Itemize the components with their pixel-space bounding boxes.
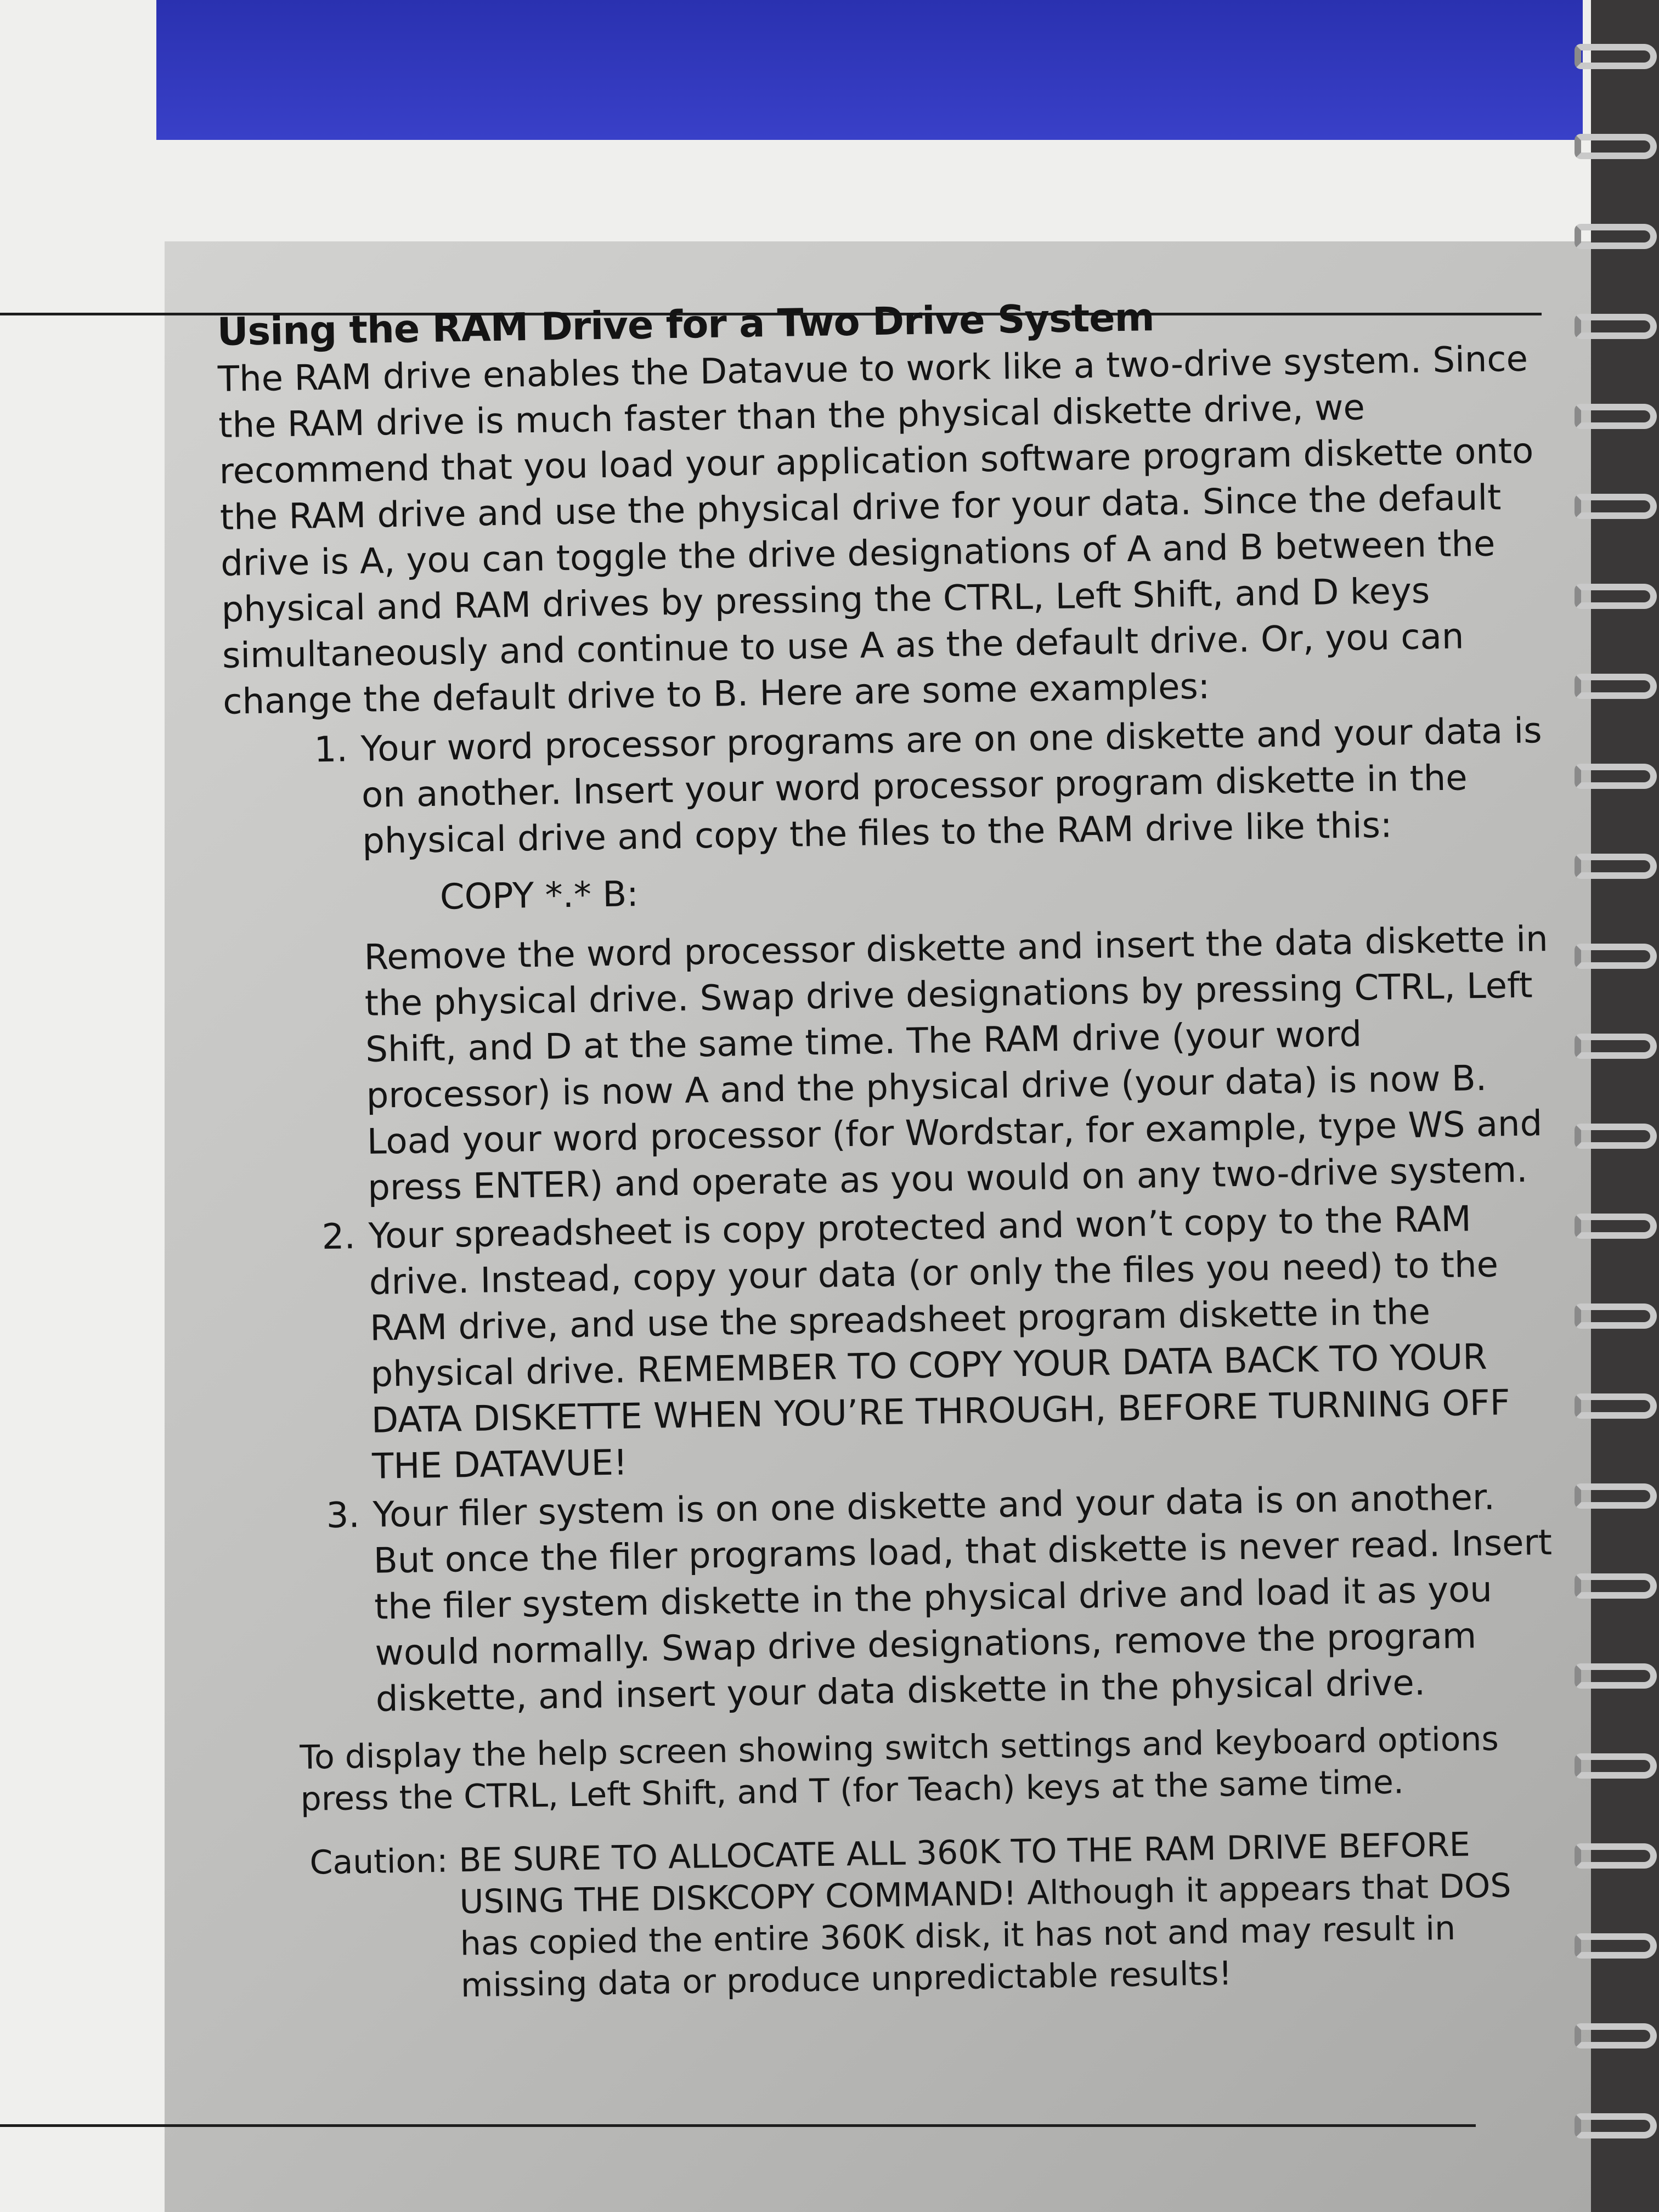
help-screen-note: To display the help screen showing switch settings and keyboard options press the CTRL, Left Shift, and T (for Teach) keys at the same time. [299,1719,1499,1819]
caution-block [309,1822,1571,2009]
spiral-coil [1575,674,1657,699]
blue-header-band [156,0,1583,140]
example-number: 1. [314,729,348,771]
spiral-binding [1575,22,1659,2212]
spiral-coil [1575,1124,1657,1149]
spiral-coil [1575,1214,1657,1239]
examples-list [223,708,1566,1725]
example-text: Your word processor programs are on one diskette and your data is on another. Insert your word processor program diskette in the physical drive and copy the files to the RAM drive like this: [360,710,1543,862]
caution-label: Caution: [309,1841,448,1882]
spiral-coil [1575,1753,1657,1779]
spiral-coil [1575,854,1657,879]
spiral-coil [1575,1843,1657,1869]
example-number: 2. [321,1216,356,1258]
spiral-coil [1575,1573,1657,1599]
spiral-coil [1575,314,1657,339]
page-content [217,286,1571,2010]
spiral-coil [1575,134,1657,159]
copy-command: COPY *.* B: [439,874,639,918]
spiral-coil [1575,404,1657,429]
example-followup: Remove the word processor diskette and insert the data diskette in the physical drive. Swap drive designations by pressing CTRL, Left Shift, and D at the same time. The RAM drive (your word processor) is now A and the physical drive (your data) is now B. Load your word processor (for Wordstar, for example, type WS and press ENTER) and operate as you would on any two-drive system. [364,919,1549,1209]
spiral-coil [1575,44,1657,69]
example-text: Your filer system is on one diskette and your data is on another. But once the filer programs load, that diskette is never read. Insert the filer system diskette in the physical drive and load it as you would normally. Swap drive designations, remove the program diskette, and insert your data diskette in the physical drive. [373,1477,1553,1720]
intro-paragraph: The RAM drive enables the Datavue to work like a two-drive system. Since the RAM drive is much faster than the physical diskette drive, we recommend that you load your application software program diskette onto the RAM drive and use the physical drive for your data. Since the default drive is A, you can toggle the drive designations of A and B between the physical and RAM drives by pressing the CTRL, Left Shift, and D keys simultaneously and continue to use A as the default drive. Or, you can change the default drive to B. Here are some examples: [217,338,1534,723]
caution-text: BE SURE TO ALLOCATE ALL 360K TO THE RAM DRIVE BEFORE USING THE DISKCOPY COMMAND! Although it appears that DOS has copied the entire 360K disk, it has not and may result in missing data or produce unpredictable results! [458,1825,1511,2005]
spiral-coil [1575,1393,1657,1419]
example-text: Your spreadsheet is copy protected and won’t copy to the RAM drive. Instead, copy your data (or only the files you need) to the RAM drive, and use the spreadsheet program diskette in the physical drive. REMEMBER TO COPY YOUR DATA BACK TO YOUR DATA DISKETTE WHEN YOU’RE THROUGH, BEFORE TURNING OFF THE DATAVUE! [368,1199,1511,1487]
spiral-coil [1575,944,1657,969]
spiral-coil [1575,1933,1657,1959]
spiral-coil [1575,494,1657,519]
example-item-2 [231,1195,1563,1492]
spiral-coil [1575,1663,1657,1689]
spiral-coil [1575,584,1657,609]
spiral-coil [1575,2023,1657,2049]
spiral-coil [1575,1034,1657,1059]
spiral-coil [1575,2113,1657,2138]
spiral-coil [1575,764,1657,789]
example-number: 3. [326,1495,360,1537]
section-heading: Using the RAM Drive for a Two Drive System [217,295,1155,354]
bottom-rule [0,2124,1476,2127]
example-item-1 [223,708,1559,1214]
example-item-3 [235,1474,1566,1725]
spiral-coil [1575,224,1657,249]
spiral-coil [1575,1304,1657,1329]
spiral-coil [1575,1483,1657,1509]
